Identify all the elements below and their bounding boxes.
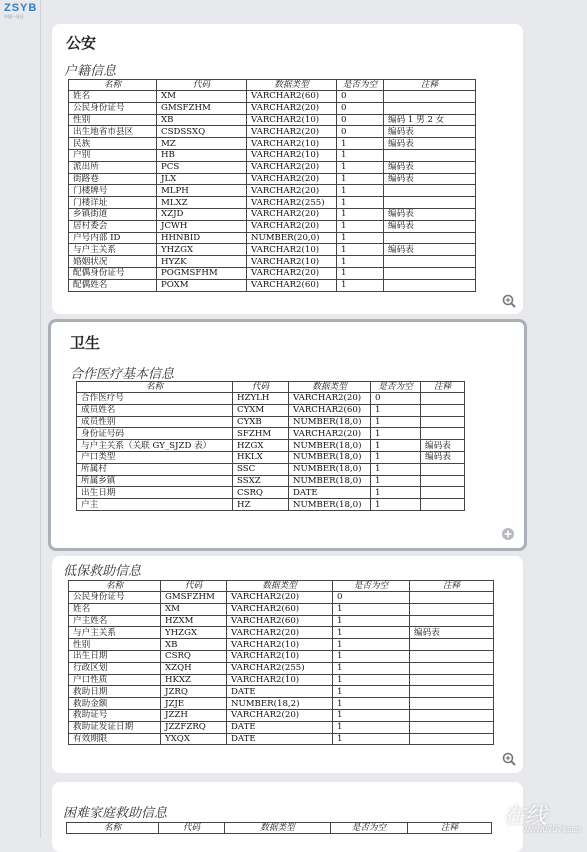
cell-comment [410, 639, 494, 651]
cell-code: SFZHM [233, 428, 289, 440]
logo-mark: ZSYB [4, 2, 38, 14]
cell-code: JZZFZRQ [161, 721, 227, 733]
cell-code: CSRQ [233, 487, 289, 499]
table-title: 合作医疗基本信息 [70, 367, 175, 382]
cell-nullable: 1 [333, 662, 410, 674]
cell-nullable: 0 [337, 126, 384, 138]
cell-nullable: 0 [371, 393, 421, 405]
data-table [68, 79, 476, 292]
cell-comment: 编码表 [384, 244, 476, 256]
cell-name: 婚姻状况 [69, 256, 157, 268]
table-row [69, 674, 494, 686]
cell-name: 户主 [77, 499, 233, 511]
cell-nullable: 1 [337, 138, 384, 150]
cell-type: NUMBER(18,0) [289, 440, 371, 452]
table-header-row [77, 382, 465, 393]
header-type: 数据类型 [225, 823, 331, 834]
cell-name: 民族 [69, 138, 157, 150]
table-row [69, 138, 476, 150]
cell-comment [421, 463, 465, 475]
cell-code: XM [161, 603, 227, 615]
header-comment: 注释 [410, 581, 494, 592]
cell-type: VARCHAR2(255) [227, 662, 333, 674]
table-row [77, 451, 465, 463]
slide-card-health[interactable] [48, 319, 527, 551]
table-row [69, 603, 494, 615]
cell-type: NUMBER(18,2) [227, 698, 333, 710]
cell-name: 与户主关系（关联 GY_SJZD 表） [77, 440, 233, 452]
table-row [77, 428, 465, 440]
cell-type: VARCHAR2(20) [247, 220, 337, 232]
cell-nullable: 1 [337, 208, 384, 220]
slide-card-hardship[interactable] [52, 782, 523, 852]
table-row [69, 627, 494, 639]
cell-nullable: 1 [333, 603, 410, 615]
cell-comment: 编码表 [384, 138, 476, 150]
add-icon[interactable] [501, 527, 515, 541]
cell-name: 户口类型 [77, 451, 233, 463]
table-row [69, 615, 494, 627]
cell-name: 性别 [69, 639, 161, 651]
header-nullable: 是否为空 [333, 581, 410, 592]
cell-code: CSDSSXQ [157, 126, 247, 138]
table-row [69, 662, 494, 674]
cell-comment [384, 232, 476, 244]
header-type: 数据类型 [247, 80, 337, 91]
card-title: 公安 [66, 35, 97, 52]
cell-name: 出生地省市县区 [69, 126, 157, 138]
cell-nullable: 1 [337, 220, 384, 232]
cell-type: VARCHAR2(255) [247, 197, 337, 209]
cell-name: 所属村 [77, 463, 233, 475]
cell-name: 性别 [69, 114, 157, 126]
table-row [69, 709, 494, 721]
cell-name: 出生日期 [69, 650, 161, 662]
cell-name: 救助证号 [69, 709, 161, 721]
cell-name: 户主姓名 [69, 615, 161, 627]
table-header-row [69, 581, 494, 592]
cell-code: GMSFZHM [161, 592, 227, 604]
cell-comment [384, 267, 476, 279]
table-row [69, 114, 476, 126]
cell-code: CYXB [233, 416, 289, 428]
table-row [77, 416, 465, 428]
slide-card-subsidy[interactable] [52, 556, 523, 773]
table-row [69, 197, 476, 209]
cell-code: MLPH [157, 185, 247, 197]
cell-type: NUMBER(18,0) [289, 451, 371, 463]
table-row [69, 173, 476, 185]
header-nullable: 是否为空 [371, 382, 421, 393]
cell-comment [410, 733, 494, 745]
cell-code: PCS [157, 161, 247, 173]
table-row [69, 256, 476, 268]
cell-code: HZXM [161, 615, 227, 627]
cell-type: DATE [289, 487, 371, 499]
cell-type: VARCHAR2(10) [247, 138, 337, 150]
cell-name: 与户主关系 [69, 244, 157, 256]
cell-nullable: 0 [337, 102, 384, 114]
cell-code: HZ [233, 499, 289, 511]
table-row [69, 102, 476, 114]
cell-nullable: 1 [371, 463, 421, 475]
cell-type: VARCHAR2(20) [247, 267, 337, 279]
table-row [77, 463, 465, 475]
table-row [69, 91, 476, 103]
cell-comment [421, 428, 465, 440]
cell-code: XM [157, 91, 247, 103]
cell-name: 姓名 [69, 603, 161, 615]
cell-comment [410, 721, 494, 733]
header-comment: 注释 [408, 823, 492, 834]
table-title: 低保救助信息 [63, 564, 142, 579]
cell-nullable: 1 [371, 451, 421, 463]
cell-comment [384, 102, 476, 114]
cell-comment [384, 149, 476, 161]
cell-type: VARCHAR2(10) [247, 149, 337, 161]
cell-code: HHNBID [157, 232, 247, 244]
cell-type: VARCHAR2(20) [289, 393, 371, 405]
cell-nullable: 1 [371, 416, 421, 428]
header-code: 代码 [233, 382, 289, 393]
cell-nullable: 1 [337, 161, 384, 173]
cell-comment: 编码表 [421, 440, 465, 452]
cell-comment [410, 603, 494, 615]
cell-nullable: 1 [333, 650, 410, 662]
cell-name: 成员姓名 [77, 404, 233, 416]
cell-name: 姓名 [69, 91, 157, 103]
cell-type: NUMBER(18,0) [289, 416, 371, 428]
table-row [77, 404, 465, 416]
table-row [69, 126, 476, 138]
cell-name: 行政区划 [69, 662, 161, 674]
cell-type: VARCHAR2(60) [247, 279, 337, 291]
cell-code: HKLX [233, 451, 289, 463]
cell-nullable: 1 [333, 698, 410, 710]
table-row [69, 592, 494, 604]
zoom-in-icon[interactable] [502, 752, 516, 766]
header-name: 名称 [69, 80, 157, 91]
cell-code: HYZK [157, 256, 247, 268]
table-row [69, 279, 476, 291]
cell-comment: 编码 1 男 2 女 [384, 114, 476, 126]
cell-code: HKXZ [161, 674, 227, 686]
cell-nullable: 0 [333, 592, 410, 604]
cell-nullable: 1 [371, 404, 421, 416]
cell-comment: 编码表 [384, 208, 476, 220]
cell-nullable: 0 [337, 114, 384, 126]
cell-name: 救助金额 [69, 698, 161, 710]
cell-code: XZJD [157, 208, 247, 220]
cell-comment [410, 674, 494, 686]
cell-comment [410, 592, 494, 604]
cell-type: VARCHAR2(20) [247, 173, 337, 185]
cell-code: HZYLH [233, 393, 289, 405]
cell-type: VARCHAR2(20) [247, 161, 337, 173]
table-row [69, 208, 476, 220]
cell-comment [421, 416, 465, 428]
cell-type: VARCHAR2(20) [227, 592, 333, 604]
cell-comment [384, 91, 476, 103]
cell-code: XB [161, 639, 227, 651]
cell-name: 所属乡镇 [77, 475, 233, 487]
cell-name: 出生日期 [77, 487, 233, 499]
table-title: 困难家庭救助信息 [63, 806, 168, 821]
cell-code: JZRQ [161, 686, 227, 698]
cell-nullable: 1 [333, 615, 410, 627]
table-row [69, 698, 494, 710]
cell-type: VARCHAR2(20) [247, 126, 337, 138]
cell-nullable: 1 [333, 733, 410, 745]
cell-nullable: 1 [333, 721, 410, 733]
cell-comment [384, 197, 476, 209]
cell-name: 成员性别 [77, 416, 233, 428]
cell-nullable: 1 [333, 709, 410, 721]
data-table [68, 580, 494, 745]
header-type: 数据类型 [227, 581, 333, 592]
table-row [69, 650, 494, 662]
card-title: 卫生 [70, 335, 101, 352]
cell-name: 合作医疗号 [77, 393, 233, 405]
cell-code: SSXZ [233, 475, 289, 487]
header-nullable: 是否为空 [331, 823, 408, 834]
cell-type: VARCHAR2(10) [227, 639, 333, 651]
table-row [77, 475, 465, 487]
cell-code: MZ [157, 138, 247, 150]
cell-name: 配偶姓名 [69, 279, 157, 291]
cell-type: VARCHAR2(20) [227, 709, 333, 721]
cell-nullable: 1 [371, 487, 421, 499]
header-nullable: 是否为空 [337, 80, 384, 91]
cell-nullable: 1 [371, 475, 421, 487]
cell-code: POXM [157, 279, 247, 291]
logo-subtitle: 中国一社区 [4, 14, 24, 19]
cell-code: CSRQ [161, 650, 227, 662]
cell-name: 门楼牌号 [69, 185, 157, 197]
cell-code: JZJE [161, 698, 227, 710]
app-logo [4, 3, 36, 25]
cell-name: 居村委会 [69, 220, 157, 232]
cell-type: DATE [227, 686, 333, 698]
cell-comment [421, 475, 465, 487]
cell-comment: 编码表 [384, 220, 476, 232]
cell-name: 与户主关系 [69, 627, 161, 639]
cell-type: VARCHAR2(60) [227, 603, 333, 615]
table-title: 户籍信息 [64, 64, 117, 79]
table-row [77, 487, 465, 499]
cell-name: 户口性质 [69, 674, 161, 686]
cell-code: POGMSFHM [157, 267, 247, 279]
cell-type: NUMBER(18,0) [289, 475, 371, 487]
cell-name: 救助日期 [69, 686, 161, 698]
cell-comment [410, 698, 494, 710]
cell-type: VARCHAR2(10) [227, 650, 333, 662]
zoom-in-icon[interactable] [502, 294, 516, 308]
cell-nullable: 1 [371, 428, 421, 440]
cell-comment [410, 650, 494, 662]
cell-comment: 编码表 [384, 173, 476, 185]
cell-type: VARCHAR2(20) [247, 208, 337, 220]
cell-comment [421, 404, 465, 416]
table-row [69, 149, 476, 161]
table-row [69, 639, 494, 651]
cell-type: VARCHAR2(10) [227, 674, 333, 686]
cell-comment [410, 686, 494, 698]
cell-type: DATE [227, 721, 333, 733]
table-row [77, 440, 465, 452]
table-row [77, 393, 465, 405]
table-row [69, 161, 476, 173]
cell-type: VARCHAR2(60) [227, 615, 333, 627]
table-row [69, 733, 494, 745]
cell-name: 身份证号码 [77, 428, 233, 440]
cell-type: VARCHAR2(60) [247, 91, 337, 103]
cell-nullable: 1 [337, 244, 384, 256]
table-row [69, 232, 476, 244]
cell-type: VARCHAR2(60) [289, 404, 371, 416]
cell-type: NUMBER(18,0) [289, 463, 371, 475]
cell-nullable: 1 [337, 256, 384, 268]
cell-nullable: 1 [337, 279, 384, 291]
cell-code: CYXM [233, 404, 289, 416]
cell-code: SSC [233, 463, 289, 475]
cell-comment [384, 256, 476, 268]
cell-code: YXQX [161, 733, 227, 745]
data-table [76, 381, 465, 511]
cell-comment [410, 615, 494, 627]
cell-code: GMSFZHM [157, 102, 247, 114]
left-rail [40, 0, 41, 838]
table-header-row [69, 80, 476, 91]
cell-code: JCWH [157, 220, 247, 232]
table-row [69, 244, 476, 256]
cell-name: 公民身份证号 [69, 102, 157, 114]
cell-code: JLX [157, 173, 247, 185]
table-row [69, 220, 476, 232]
cell-name: 救助证发证日期 [69, 721, 161, 733]
cell-nullable: 1 [333, 627, 410, 639]
cell-type: VARCHAR2(20) [227, 627, 333, 639]
table-row [69, 267, 476, 279]
cell-code: XB [157, 114, 247, 126]
cell-nullable: 1 [337, 267, 384, 279]
data-table [66, 822, 492, 834]
cell-comment [421, 499, 465, 511]
cell-name: 派出所 [69, 161, 157, 173]
cell-code: YHZGX [157, 244, 247, 256]
cell-comment: 编码表 [421, 451, 465, 463]
header-name: 名称 [77, 382, 233, 393]
cell-comment [410, 709, 494, 721]
cell-nullable: 0 [337, 91, 384, 103]
cell-type: VARCHAR2(20) [247, 102, 337, 114]
cell-type: VARCHAR2(20) [289, 428, 371, 440]
cell-nullable: 1 [337, 197, 384, 209]
cell-nullable: 1 [337, 232, 384, 244]
cell-comment [421, 487, 465, 499]
cell-type: VARCHAR2(10) [247, 244, 337, 256]
header-code: 代码 [157, 80, 247, 91]
header-type: 数据类型 [289, 382, 371, 393]
cell-comment: 编码表 [410, 627, 494, 639]
cell-type: VARCHAR2(20) [247, 185, 337, 197]
cell-name: 配偶身份证号 [69, 267, 157, 279]
cell-nullable: 1 [337, 185, 384, 197]
cell-comment [421, 393, 465, 405]
cell-code: HB [157, 149, 247, 161]
cell-name: 街路巷 [69, 173, 157, 185]
cell-comment: 编码表 [384, 161, 476, 173]
cell-code: YHZGX [161, 627, 227, 639]
cell-comment: 编码表 [384, 126, 476, 138]
cell-name: 乡镇街道 [69, 208, 157, 220]
watermark [502, 804, 581, 834]
cell-code: MLXZ [157, 197, 247, 209]
table-row [69, 721, 494, 733]
cell-nullable: 1 [333, 639, 410, 651]
header-name: 名称 [67, 823, 159, 834]
table-row [69, 686, 494, 698]
cell-code: XZQH [161, 662, 227, 674]
slide-card-public-security[interactable] [52, 24, 523, 314]
cell-nullable: 1 [333, 674, 410, 686]
cell-name: 门楼详址 [69, 197, 157, 209]
cell-comment [384, 279, 476, 291]
table-row [77, 499, 465, 511]
table-header-row [67, 823, 492, 834]
cell-name: 户号内部 ID [69, 232, 157, 244]
cell-nullable: 1 [371, 440, 421, 452]
cell-comment [410, 662, 494, 674]
cell-nullable: 1 [337, 149, 384, 161]
header-comment: 注释 [421, 382, 465, 393]
cell-nullable: 1 [337, 173, 384, 185]
watermark-logo: 在线 [502, 804, 547, 829]
cell-nullable: 1 [333, 686, 410, 698]
cell-type: VARCHAR2(10) [247, 114, 337, 126]
cell-type: VARCHAR2(10) [247, 256, 337, 268]
header-code: 代码 [159, 823, 225, 834]
cell-type: NUMBER(20,0) [247, 232, 337, 244]
cell-code: JZZH [161, 709, 227, 721]
cell-type: NUMBER(18,0) [289, 499, 371, 511]
cell-name: 有效期限 [69, 733, 161, 745]
header-code: 代码 [161, 581, 227, 592]
table-row [69, 185, 476, 197]
header-comment: 注释 [384, 80, 476, 91]
cell-type: DATE [227, 733, 333, 745]
header-name: 名称 [69, 581, 161, 592]
cell-comment [384, 185, 476, 197]
cell-name: 户别 [69, 149, 157, 161]
cell-name: 公民身份证号 [69, 592, 161, 604]
cell-code: HZGX [233, 440, 289, 452]
watermark-url: www0757sscn [522, 824, 581, 834]
cell-nullable: 1 [371, 499, 421, 511]
